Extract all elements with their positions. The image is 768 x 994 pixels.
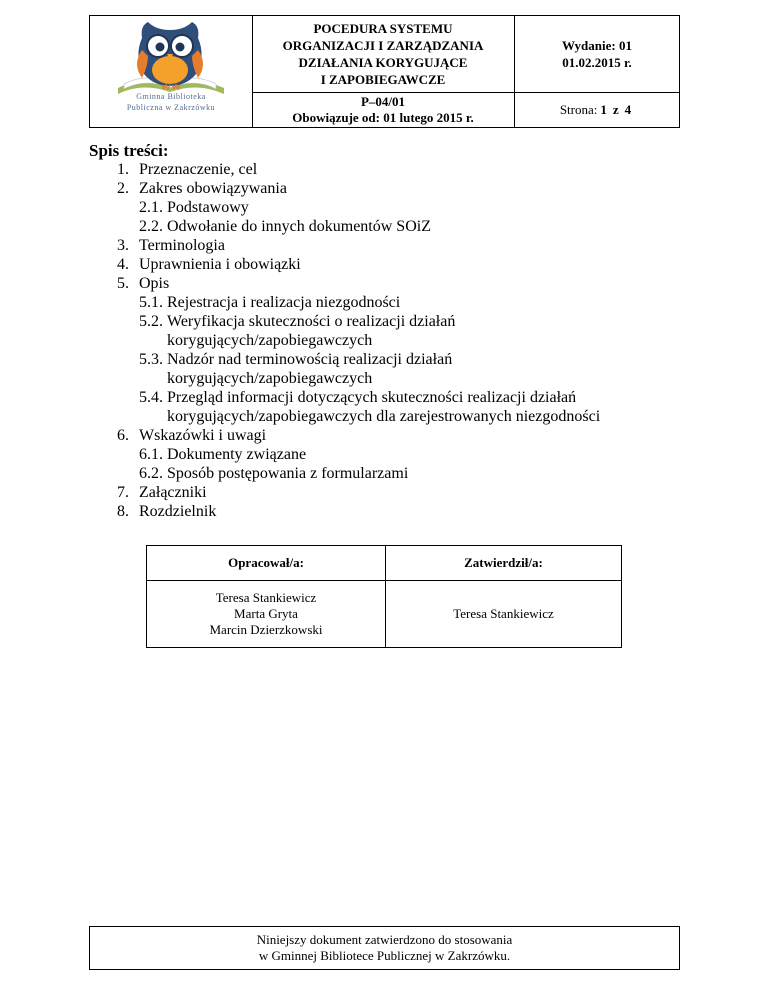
page-current: 1 xyxy=(600,102,607,117)
title-line: DZIAŁANIA KORYGUJĄCE xyxy=(298,55,468,70)
logo-text-line1: Gminna Biblioteka xyxy=(136,92,206,101)
prepared-by-names xyxy=(147,581,385,647)
edition-info xyxy=(515,16,679,93)
title-line: I ZAPOBIEGAWCZE xyxy=(320,72,446,87)
prepared-by-label: Opracował/a: xyxy=(147,546,385,581)
approved-by-column xyxy=(386,546,621,647)
toc-item: 2. Zakres obowiązywania xyxy=(117,180,287,197)
procedure-code: P–04/01 xyxy=(360,94,406,109)
toc-item: 5.2. Weryfikacja skuteczności o realizacji działań xyxy=(139,313,456,330)
edition-cell xyxy=(515,16,679,127)
toc-item: 5.3. Nadzór nad terminowością realizacji działań xyxy=(139,351,453,368)
toc-item: 3. Terminologia xyxy=(117,237,225,254)
procedure-title xyxy=(252,16,514,93)
toc-item: 4. Uprawnienia i obowiązki xyxy=(117,256,301,273)
edition-date: 01.02.2015 r. xyxy=(562,55,632,70)
prepared-by-name: Teresa Stankiewicz xyxy=(215,590,317,605)
prepared-by-name: Marcin Dzierzkowski xyxy=(209,622,323,637)
approved-by-names xyxy=(386,581,621,647)
page-total: 4 xyxy=(624,102,632,117)
toc-item-continuation: korygujących/zapobiegawczych xyxy=(167,370,373,387)
logo-text-line2: Publiczna w Zakrzówku xyxy=(126,103,216,112)
procedure-code-cell xyxy=(252,93,514,127)
toc-item: 8. Rozdzielnik xyxy=(117,503,217,520)
toc-item-continuation: korygujących/zapobiegawczych xyxy=(167,332,373,349)
toc-item: 2.1. Podstawowy xyxy=(139,199,249,216)
toc-item: 5.4. Przegląd informacji dotyczących skuteczności realizacji działań xyxy=(139,389,577,406)
page-counter xyxy=(515,93,679,127)
toc-item: 6.1. Dokumenty związane xyxy=(139,446,307,463)
toc-item: 1. Przeznaczenie, cel xyxy=(117,161,258,178)
toc-item-continuation: korygujących/zapobiegawczych dla zarejestrowanych niezgodności xyxy=(167,408,601,425)
logo-cell xyxy=(90,16,253,127)
toc-item: 2.2. Odwołanie do innych dokumentów SOiZ xyxy=(139,218,431,235)
approved-by-name: Teresa Stankiewicz xyxy=(453,606,554,621)
page-of: z xyxy=(612,102,619,117)
approval-footer xyxy=(89,926,680,970)
effective-date: Obowiązuje od: 01 lutego 2015 r. xyxy=(292,110,474,125)
prepared-by-column xyxy=(147,546,386,647)
toc-item: 5.1. Rejestracja i realizacja niezgodności xyxy=(139,294,401,311)
title-line: POCEDURA SYSTEMU xyxy=(313,21,453,36)
toc-item: 6.2. Sposób postępowania z formularzami xyxy=(139,465,409,482)
signature-table xyxy=(146,545,622,648)
toc-item: 7. Załączniki xyxy=(117,484,207,501)
toc-item: 6. Wskazówki i uwagi xyxy=(117,427,267,444)
footer-line: w Gminnej Bibliotece Publicznej w Zakrzówku. xyxy=(258,948,511,963)
page-label: Strona: xyxy=(559,102,598,117)
prepared-by-name: Marta Gryta xyxy=(234,606,298,621)
toc-item: 5. Opis xyxy=(117,275,170,292)
edition-label: Wydanie: 01 xyxy=(562,38,632,53)
document-header-table xyxy=(89,15,680,128)
footer-line: Niniejszy dokument zatwierdzono do stosowania xyxy=(256,932,513,947)
title-cell xyxy=(252,16,515,127)
toc-title: Spis treści: xyxy=(89,141,169,160)
approved-by-label: Zatwierdził/a: xyxy=(386,546,621,581)
title-line: ORGANIZACJI I ZARZĄDZANIA xyxy=(282,38,484,53)
